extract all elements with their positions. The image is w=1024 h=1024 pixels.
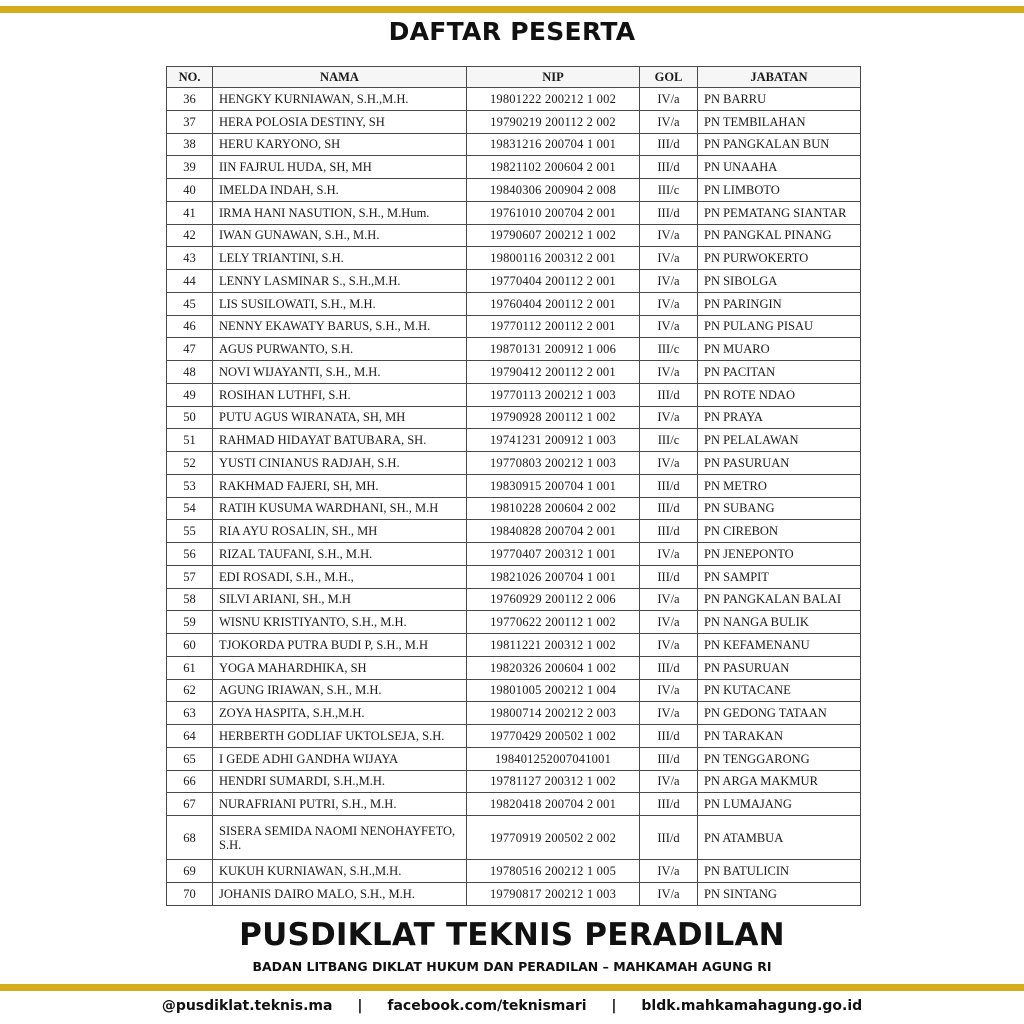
participant-gol: III/c <box>640 338 698 361</box>
row-number: 39 <box>167 156 213 179</box>
row-number: 64 <box>167 725 213 748</box>
participant-gol: IV/a <box>640 882 698 905</box>
row-number: 59 <box>167 611 213 634</box>
footer-subtitle: BADAN LITBANG DIKLAT HUKUM DAN PERADILAN – MAHKAMAH AGUNG RI <box>252 959 772 974</box>
table-row <box>167 156 861 179</box>
participant-jabatan: PN PARINGIN <box>698 292 861 315</box>
participant-gol: III/d <box>640 520 698 543</box>
participant-jabatan: PN ATAMBUA <box>698 816 861 860</box>
footer-title: PUSDIKLAT TEKNIS PERADILAN <box>239 917 785 953</box>
table-row <box>167 224 861 247</box>
participant-jabatan: PN LIMBOTO <box>698 179 861 202</box>
participant-gol: IV/a <box>640 247 698 270</box>
participant-gol: III/d <box>640 133 698 156</box>
participant-nip: 19801005 200212 1 004 <box>467 679 640 702</box>
participant-nip: 19741231 200912 1 003 <box>467 429 640 452</box>
participant-name: PUTU AGUS WIRANATA, SH, MH <box>213 406 467 429</box>
participant-jabatan: PN KUTACANE <box>698 679 861 702</box>
participant-gol: IV/a <box>640 860 698 883</box>
table-row <box>167 793 861 816</box>
table-row <box>167 634 861 657</box>
participant-jabatan: PN PELALAWAN <box>698 429 861 452</box>
participant-jabatan: PN GEDONG TATAAN <box>698 702 861 725</box>
participant-jabatan: PN MUARO <box>698 338 861 361</box>
participant-nip: 19790817 200212 1 003 <box>467 882 640 905</box>
separator: | <box>611 998 617 1014</box>
participant-nip: 19830915 200704 1 001 <box>467 474 640 497</box>
participant-nip: 19760404 200112 2 001 <box>467 292 640 315</box>
participant-gol: III/d <box>640 156 698 179</box>
participant-name: IWAN GUNAWAN, S.H., M.H. <box>213 224 467 247</box>
participant-nip: 19820418 200704 2 001 <box>467 793 640 816</box>
participant-name: LENNY LASMINAR S., S.H.,M.H. <box>213 270 467 293</box>
participant-name: HERBERTH GODLIAF UKTOLSEJA, S.H. <box>213 725 467 748</box>
column-header-jabatan: JABATAN <box>698 67 861 88</box>
bottom-accent-bar <box>0 984 1024 991</box>
participant-jabatan: PN CIREBON <box>698 520 861 543</box>
participant-jabatan: PN JENEPONTO <box>698 543 861 566</box>
participant-jabatan: PN PRAYA <box>698 406 861 429</box>
participant-nip: 198401252007041001 <box>467 747 640 770</box>
participant-nip: 19840306 200904 2 008 <box>467 179 640 202</box>
participant-nip: 19770919 200502 2 002 <box>467 816 640 860</box>
participant-jabatan: PN LUMAJANG <box>698 793 861 816</box>
top-accent-bar <box>0 6 1024 13</box>
participant-gol: III/d <box>640 565 698 588</box>
participant-nip: 19770112 200112 2 001 <box>467 315 640 338</box>
participant-nip: 19780516 200212 1 005 <box>467 860 640 883</box>
row-number: 58 <box>167 588 213 611</box>
participant-gol: IV/a <box>640 292 698 315</box>
table-row <box>167 110 861 133</box>
participant-gol: III/d <box>640 656 698 679</box>
table-row <box>167 679 861 702</box>
participant-nip: 19800714 200212 2 003 <box>467 702 640 725</box>
participant-nip: 19840828 200704 2 001 <box>467 520 640 543</box>
table-row <box>167 315 861 338</box>
participant-name: EDI ROSADI, S.H., M.H., <box>213 565 467 588</box>
participant-gol: III/c <box>640 429 698 452</box>
participant-name: RATIH KUSUMA WARDHANI, SH., M.H <box>213 497 467 520</box>
participant-name: SISERA SEMIDA NAOMI NENOHAYFETO, S.H. <box>213 816 467 860</box>
participant-gol: IV/a <box>640 588 698 611</box>
separator: | <box>357 998 363 1014</box>
participant-name: NURAFRIANI PUTRI, S.H., M.H. <box>213 793 467 816</box>
row-number: 42 <box>167 224 213 247</box>
participant-name: LIS SUSILOWATI, S.H., M.H. <box>213 292 467 315</box>
row-number: 63 <box>167 702 213 725</box>
participant-nip: 19790412 200112 2 001 <box>467 361 640 384</box>
column-header-nama: NAMA <box>213 67 467 88</box>
participant-jabatan: PN SAMPIT <box>698 565 861 588</box>
participant-gol: III/d <box>640 725 698 748</box>
page-title: DAFTAR PESERTA <box>388 17 636 46</box>
participant-jabatan: PN ROTE NDAO <box>698 383 861 406</box>
table-row <box>167 133 861 156</box>
table-row <box>167 860 861 883</box>
table-row <box>167 247 861 270</box>
participant-name: RAKHMAD FAJERI, SH, MH. <box>213 474 467 497</box>
row-number: 61 <box>167 656 213 679</box>
participant-nip: 19770404 200112 2 001 <box>467 270 640 293</box>
participant-gol: IV/a <box>640 224 698 247</box>
table-row <box>167 702 861 725</box>
participant-gol: IV/a <box>640 270 698 293</box>
participant-name: WISNU KRISTIYANTO, S.H., M.H. <box>213 611 467 634</box>
column-header-no: NO. <box>167 67 213 88</box>
participant-name: YOGA MAHARDHIKA, SH <box>213 656 467 679</box>
table-row <box>167 882 861 905</box>
participant-gol: IV/a <box>640 679 698 702</box>
table-row <box>167 725 861 748</box>
participant-name: AGUNG IRIAWAN, S.H., M.H. <box>213 679 467 702</box>
instagram-link[interactable]: @pusdiklat.teknis.ma <box>161 998 333 1014</box>
participant-jabatan: PN SINTANG <box>698 882 861 905</box>
participant-name: HERU KARYONO, SH <box>213 133 467 156</box>
table-row <box>167 497 861 520</box>
participant-name: RIA AYU ROSALIN, SH., MH <box>213 520 467 543</box>
participant-gol: III/d <box>640 816 698 860</box>
participant-name: TJOKORDA PUTRA BUDI P, S.H., M.H <box>213 634 467 657</box>
participant-nip: 19770622 200112 1 002 <box>467 611 640 634</box>
participant-nip: 19761010 200704 2 001 <box>467 201 640 224</box>
table-row <box>167 588 861 611</box>
participant-gol: IV/a <box>640 543 698 566</box>
row-number: 51 <box>167 429 213 452</box>
participant-name: HENGKY KURNIAWAN, S.H.,M.H. <box>213 88 467 111</box>
participant-gol: IV/a <box>640 634 698 657</box>
table-body <box>167 88 861 906</box>
table-row <box>167 747 861 770</box>
participant-jabatan: PN TARAKAN <box>698 725 861 748</box>
participant-gol: IV/a <box>640 88 698 111</box>
participant-gol: IV/a <box>640 702 698 725</box>
row-number: 68 <box>167 816 213 860</box>
participant-name: IIN FAJRUL HUDA, SH, MH <box>213 156 467 179</box>
table-row <box>167 406 861 429</box>
participant-jabatan: PN UNAAHA <box>698 156 861 179</box>
participant-nip: 19800116 200312 2 001 <box>467 247 640 270</box>
participant-jabatan: PN PANGKALAN BALAI <box>698 588 861 611</box>
participant-gol: IV/a <box>640 110 698 133</box>
table-row <box>167 361 861 384</box>
participant-jabatan: PN SUBANG <box>698 497 861 520</box>
row-number: 45 <box>167 292 213 315</box>
participant-nip: 19831216 200704 1 001 <box>467 133 640 156</box>
row-number: 65 <box>167 747 213 770</box>
participant-name: AGUS PURWANTO, S.H. <box>213 338 467 361</box>
row-number: 50 <box>167 406 213 429</box>
table-row <box>167 201 861 224</box>
participant-jabatan: PN PASURUAN <box>698 656 861 679</box>
participant-gol: IV/a <box>640 315 698 338</box>
row-number: 49 <box>167 383 213 406</box>
participant-jabatan: PN PANGKALAN BUN <box>698 133 861 156</box>
row-number: 38 <box>167 133 213 156</box>
table-row <box>167 656 861 679</box>
row-number: 62 <box>167 679 213 702</box>
participant-jabatan: PN TEMBILAHAN <box>698 110 861 133</box>
participant-gol: IV/a <box>640 452 698 475</box>
participant-gol: III/d <box>640 201 698 224</box>
participant-nip: 19770429 200502 1 002 <box>467 725 640 748</box>
participant-nip: 19820326 200604 1 002 <box>467 656 640 679</box>
table-row <box>167 543 861 566</box>
row-number: 40 <box>167 179 213 202</box>
table-row <box>167 179 861 202</box>
participant-name: ROSIHAN LUTHFI, S.H. <box>213 383 467 406</box>
table-row <box>167 292 861 315</box>
table-row <box>167 338 861 361</box>
participant-jabatan: PN METRO <box>698 474 861 497</box>
participant-name: HENDRI SUMARDI, S.H.,M.H. <box>213 770 467 793</box>
table-row <box>167 816 861 860</box>
row-number: 47 <box>167 338 213 361</box>
row-number: 55 <box>167 520 213 543</box>
participant-name: HERA POLOSIA DESTINY, SH <box>213 110 467 133</box>
participant-gol: IV/a <box>640 611 698 634</box>
participant-table <box>166 66 861 906</box>
participant-jabatan: PN SIBOLGA <box>698 270 861 293</box>
participant-nip: 19790607 200212 1 002 <box>467 224 640 247</box>
participant-jabatan: PN TENGGARONG <box>698 747 861 770</box>
participant-name: I GEDE ADHI GANDHA WIJAYA <box>213 747 467 770</box>
participant-nip: 19811221 200312 1 002 <box>467 634 640 657</box>
website-link[interactable]: bldk.mahkamahagung.go.id <box>641 998 863 1014</box>
row-number: 41 <box>167 201 213 224</box>
row-number: 36 <box>167 88 213 111</box>
row-number: 70 <box>167 882 213 905</box>
participant-name: SILVI ARIANI, SH., M.H <box>213 588 467 611</box>
participant-gol: IV/a <box>640 770 698 793</box>
table-row <box>167 383 861 406</box>
participant-nip: 19781127 200312 1 002 <box>467 770 640 793</box>
table-row <box>167 270 861 293</box>
table-row <box>167 565 861 588</box>
participant-gol: III/d <box>640 474 698 497</box>
participant-name: RAHMAD HIDAYAT BATUBARA, SH. <box>213 429 467 452</box>
row-number: 60 <box>167 634 213 657</box>
participant-nip: 19790219 200112 2 002 <box>467 110 640 133</box>
participant-nip: 19821026 200704 1 001 <box>467 565 640 588</box>
table-row <box>167 770 861 793</box>
participant-jabatan: PN BARRU <box>698 88 861 111</box>
column-header-nip: NIP <box>467 67 640 88</box>
facebook-link[interactable]: facebook.com/teknismari <box>387 998 587 1014</box>
participant-jabatan: PN BATULICIN <box>698 860 861 883</box>
participant-jabatan: PN ARGA MAKMUR <box>698 770 861 793</box>
participant-gol: III/d <box>640 497 698 520</box>
row-number: 67 <box>167 793 213 816</box>
row-number: 48 <box>167 361 213 384</box>
row-number: 66 <box>167 770 213 793</box>
row-number: 52 <box>167 452 213 475</box>
participant-jabatan: PN PACITAN <box>698 361 861 384</box>
participant-jabatan: PN PULANG PISAU <box>698 315 861 338</box>
participant-gol: III/d <box>640 793 698 816</box>
participant-name: YUSTI CINIANUS RADJAH, S.H. <box>213 452 467 475</box>
participant-nip: 19821102 200604 2 001 <box>467 156 640 179</box>
participant-name: IRMA HANI NASUTION, S.H., M.Hum. <box>213 201 467 224</box>
participant-document <box>166 66 860 906</box>
participant-jabatan: PN KEFAMENANU <box>698 634 861 657</box>
row-number: 54 <box>167 497 213 520</box>
participant-name: KUKUH KURNIAWAN, S.H.,M.H. <box>213 860 467 883</box>
row-number: 56 <box>167 543 213 566</box>
row-number: 37 <box>167 110 213 133</box>
participant-name: JOHANIS DAIRO MALO, S.H., M.H. <box>213 882 467 905</box>
table-row <box>167 429 861 452</box>
participant-nip: 19790928 200112 1 002 <box>467 406 640 429</box>
social-links <box>0 998 1024 1014</box>
column-header-gol: GOL <box>640 67 698 88</box>
participant-jabatan: PN PEMATANG SIANTAR <box>698 201 861 224</box>
participant-nip: 19870131 200912 1 006 <box>467 338 640 361</box>
participant-name: RIZAL TAUFANI, S.H., M.H. <box>213 543 467 566</box>
participant-name: LELY TRIANTINI, S.H. <box>213 247 467 270</box>
participant-nip: 19801222 200212 1 002 <box>467 88 640 111</box>
row-number: 53 <box>167 474 213 497</box>
table-row <box>167 474 861 497</box>
participant-gol: III/c <box>640 179 698 202</box>
row-number: 43 <box>167 247 213 270</box>
row-number: 44 <box>167 270 213 293</box>
participant-nip: 19770803 200212 1 003 <box>467 452 640 475</box>
participant-jabatan: PN NANGA BULIK <box>698 611 861 634</box>
participant-nip: 19810228 200604 2 002 <box>467 497 640 520</box>
participant-name: NOVI WIJAYANTI, S.H., M.H. <box>213 361 467 384</box>
participant-gol: III/d <box>640 383 698 406</box>
participant-jabatan: PN PASURUAN <box>698 452 861 475</box>
participant-gol: IV/a <box>640 361 698 384</box>
participant-name: NENNY EKAWATY BARUS, S.H., M.H. <box>213 315 467 338</box>
participant-gol: III/d <box>640 747 698 770</box>
row-number: 69 <box>167 860 213 883</box>
table-header-row <box>167 67 861 88</box>
participant-name: ZOYA HASPITA, S.H.,M.H. <box>213 702 467 725</box>
participant-name: IMELDA INDAH, S.H. <box>213 179 467 202</box>
table-row <box>167 452 861 475</box>
table-row <box>167 520 861 543</box>
participant-nip: 19770113 200212 1 003 <box>467 383 640 406</box>
row-number: 57 <box>167 565 213 588</box>
participant-jabatan: PN PANGKAL PINANG <box>698 224 861 247</box>
participant-jabatan: PN PURWOKERTO <box>698 247 861 270</box>
participant-nip: 19770407 200312 1 001 <box>467 543 640 566</box>
participant-gol: IV/a <box>640 406 698 429</box>
row-number: 46 <box>167 315 213 338</box>
table-row <box>167 88 861 111</box>
table-row <box>167 611 861 634</box>
participant-nip: 19760929 200112 2 006 <box>467 588 640 611</box>
